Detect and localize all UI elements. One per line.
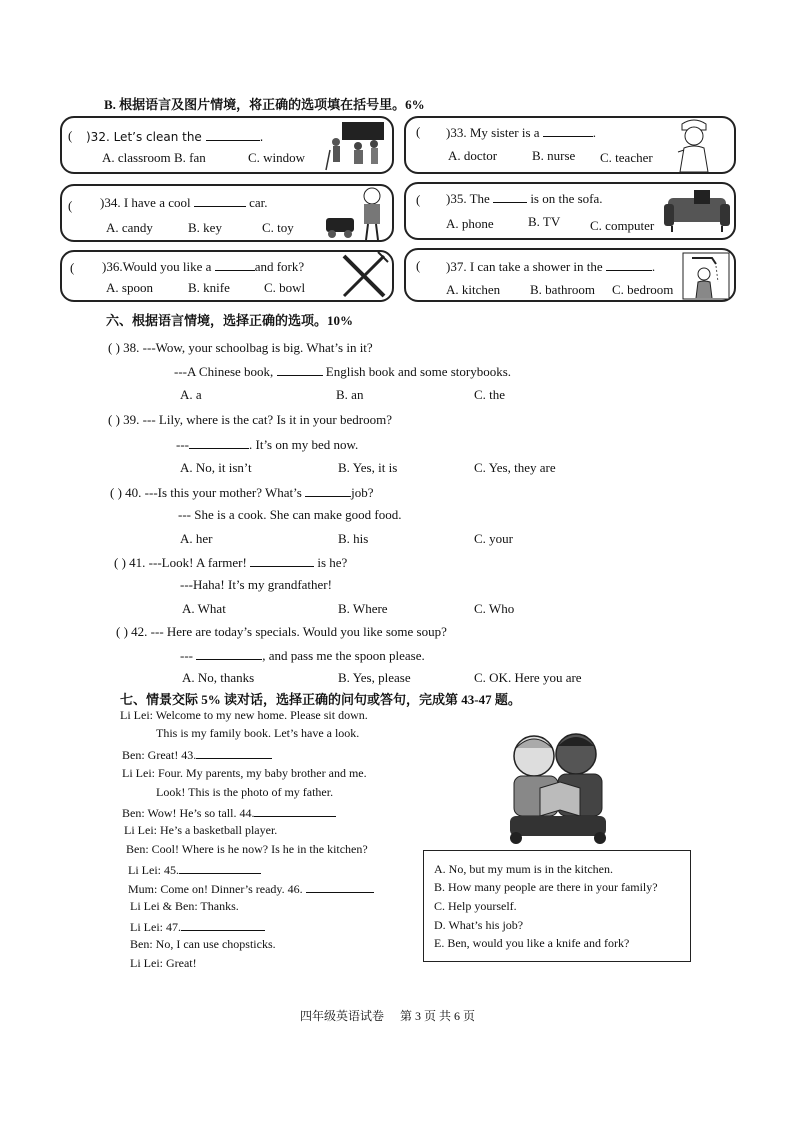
section-7-title: 七、情景交际 5% 读对话，选择正确的问句或答句，完成第 43-47 题。: [120, 692, 521, 707]
q37-option-c: C. bedroom: [612, 282, 674, 297]
dialogue-line-6: Ben: Wow! He’s so tall. 44.: [122, 804, 336, 821]
q41-line-2: ---Haha! It’s my grandfather!: [180, 577, 332, 592]
footer-title: 四年级英语试卷: [300, 1009, 385, 1023]
classroom-picture: [324, 120, 386, 172]
q42-line-1: ( ) 42. --- Here are today’s specials. Would you like some soup?: [116, 624, 447, 639]
q33-stem: )33. My sister is a .: [446, 125, 597, 140]
q40-line-1: ( ) 40. ---Is this your mother? What’s job?: [110, 485, 374, 500]
q34-option-a: A. candy: [106, 220, 153, 235]
q42-option-c: C. OK. Here you are: [474, 670, 582, 685]
dialogue-line-10: Mum: Come on! Dinner’s ready. 46.: [128, 880, 374, 897]
dialogue-line-7: Li Lei: He’s a basketball player.: [124, 823, 278, 837]
answer-options-box: [423, 850, 691, 962]
q36-paren: (: [70, 260, 75, 275]
answer-option-a: A. No, but my mum is in the kitchen.: [434, 862, 613, 876]
q41-option-c: C. Who: [474, 601, 515, 616]
q35-stem: )35. The is on the sofa.: [446, 191, 603, 206]
q38-line-2: ---A Chinese book, English book and some storybooks.: [174, 364, 512, 379]
q36-option-c: C. bowl: [264, 280, 306, 295]
q35-option-a: A. phone: [446, 216, 494, 231]
sofa-picture: [664, 188, 730, 232]
dialogue-line-14: Li Lei: Great!: [130, 956, 197, 970]
dialogue-line-8: Ben: Cool! Where is he now? Is he in the kitchen?: [126, 842, 368, 856]
boys-reading-picture: [496, 728, 620, 846]
q32-option-b: B. fan: [174, 150, 206, 165]
q35-option-b: B. TV: [528, 214, 561, 229]
q36-option-a: A. spoon: [106, 280, 153, 295]
q38-line-1: ( ) 38. ---Wow, your schoolbag is big. What’s in it?: [108, 340, 373, 355]
q40-line-2: --- She is a cook. She can make good food.: [178, 507, 402, 522]
q35-option-c: C. computer: [590, 218, 655, 233]
boy-toy-car-picture: [324, 186, 390, 242]
q37-stem: )37. I can take a shower in the .: [446, 259, 656, 274]
q37-paren: (: [416, 258, 421, 273]
q41-option-b: B. Where: [338, 601, 388, 616]
dialogue-line-3: Ben: Great! 43.: [122, 746, 272, 763]
knife-fork-picture: [338, 252, 390, 300]
dialogue-line-5: Look! This is the photo of my father.: [156, 785, 334, 799]
q38-option-b: B. an: [336, 387, 364, 402]
q34-option-b: B. key: [188, 220, 222, 235]
q33-option-b: B. nurse: [532, 148, 576, 163]
q37-option-b: B. bathroom: [530, 282, 595, 297]
answer-option-e: E. Ben, would you like a knife and fork?: [434, 936, 630, 950]
q38-option-a: A. a: [180, 387, 202, 402]
dialogue-line-13: Ben: No, I can use chopsticks.: [130, 937, 276, 951]
question-37-box: [404, 248, 736, 302]
q33-option-a: A. doctor: [448, 148, 498, 163]
question-32-box: [60, 116, 394, 174]
question-35-box: [404, 182, 736, 240]
q32-paren: (: [68, 128, 73, 143]
dialogue-line-9: Li Lei: 45.: [128, 861, 261, 878]
footer-page-number: 第 3 页 共 6 页: [400, 1009, 476, 1023]
section-b-title: B. 根据语言及图片情境，将正确的选项填在括号里。6%: [104, 97, 425, 112]
q41-line-1: ( ) 41. ---Look! A farmer! is he?: [114, 555, 348, 570]
q40-option-c: C. your: [474, 531, 513, 546]
q39-line-1: ( ) 39. --- Lily, where is the cat? Is it in your bedroom?: [108, 412, 392, 427]
q32-option-a: A. classroom: [102, 150, 171, 165]
q33-paren: (: [416, 124, 421, 139]
q39-option-c: C. Yes, they are: [474, 460, 556, 475]
q34-paren: (: [68, 198, 73, 213]
q35-paren: (: [416, 192, 421, 207]
q32-option-c: C. window: [248, 150, 306, 165]
answer-option-d: D. What’s his job?: [434, 918, 524, 932]
q34-option-c: C. toy: [262, 220, 294, 235]
question-34-box: [60, 184, 394, 242]
q36-stem: )36.Would you like a and fork?: [102, 259, 305, 274]
nurse-picture: [672, 118, 716, 172]
q38-option-c: C. the: [474, 387, 506, 402]
q36-option-b: B. knife: [188, 280, 230, 295]
question-36-box: [60, 250, 394, 302]
q40-option-b: B. his: [338, 531, 369, 546]
dialogue-line-11: Li Lei & Ben: Thanks.: [130, 899, 239, 913]
q39-option-b: B. Yes, it is: [338, 460, 398, 475]
q42-option-a: A. No, thanks: [182, 670, 255, 685]
q40-option-a: A. her: [180, 531, 213, 546]
q42-option-b: B. Yes, please: [338, 670, 411, 685]
q42-line-2: --- , and pass me the spoon please.: [180, 648, 425, 663]
section-6-title: 六、根据语言情境，选择正确的选项。10%: [106, 313, 354, 328]
q37-option-a: A. kitchen: [446, 282, 501, 297]
dialogue-line-12: Li Lei: 47.: [130, 918, 265, 935]
answer-option-c: C. Help yourself.: [434, 899, 517, 913]
dialogue-line-2: This is my family book. Let’s have a look.: [156, 726, 360, 740]
q33-option-c: C. teacher: [600, 150, 653, 165]
dialogue-line-1: Li Lei: Welcome to my new home. Please sit down.: [120, 708, 368, 722]
question-33-box: [404, 116, 736, 174]
q34-stem: )34. I have a cool car.: [100, 195, 268, 210]
shower-picture: [682, 252, 730, 300]
q32-stem: )32. Let’s clean the .: [86, 130, 264, 144]
q39-option-a: A. No, it isn’t: [180, 460, 252, 475]
q41-option-a: A. What: [182, 601, 226, 616]
dialogue-line-4: Li Lei: Four. My parents, my baby brother and me.: [122, 766, 367, 780]
q39-line-2: --- . It’s on my bed now.: [176, 437, 359, 452]
answer-option-b: B. How many people are there in your family?: [434, 880, 658, 894]
